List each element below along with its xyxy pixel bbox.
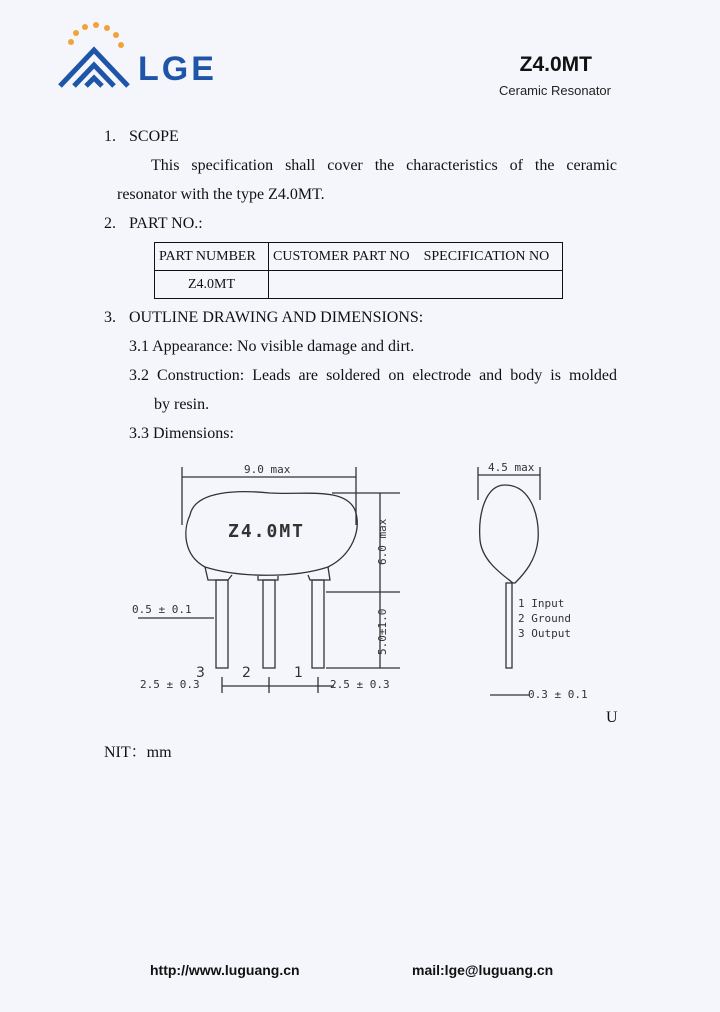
lead-2 [263, 580, 275, 668]
table-header-row [155, 243, 563, 271]
pin-legend-item: 2 Ground [518, 612, 571, 625]
logo-text: LGE [138, 50, 217, 88]
part-number-table [154, 242, 563, 299]
section-3-title: OUTLINE DRAWING AND DIMENSIONS: [129, 309, 424, 326]
footer-email[interactable]: mail:lge@luguang.cn [412, 962, 554, 978]
section-2-title: PART NO.: [129, 215, 203, 232]
height-dimension-label: 6.0 max [376, 518, 389, 565]
section-1-number: 1. [104, 128, 116, 145]
pin-legend-item: 3 Output [518, 627, 571, 640]
unit-note: NIT：mm [104, 744, 172, 761]
lead-3 [216, 580, 228, 668]
side-lead [506, 583, 512, 668]
width-dimension-label: 9.0 max [244, 463, 291, 476]
outline-drawing [120, 455, 620, 715]
pin-number: 1 [294, 665, 303, 681]
page-title: Z4.0MT [519, 53, 592, 76]
section-3-number: 3. [104, 309, 116, 326]
section-1-title: SCOPE [129, 128, 179, 145]
table-header-cell: PART NUMBER [155, 243, 269, 271]
pitch-right-label: 2.5 ± 0.3 [330, 678, 390, 691]
construction-text-line-1: 3.2 Construction: Leads are soldered on electrode and body is molded [129, 367, 617, 384]
table-cell [269, 271, 563, 299]
pitch-left-label: 2.5 ± 0.3 [140, 678, 200, 691]
pin-legend-item: 1 Input [518, 597, 565, 610]
resonator-body-side [480, 485, 539, 583]
section-2-number: 2. [104, 215, 116, 232]
page-subtitle: Ceramic Resonator [499, 83, 611, 98]
table-cell: Z4.0MT [155, 271, 269, 299]
side-lead-label: 0.3 ± 0.1 [528, 688, 588, 701]
lead-length-label: 5.0±1.0 [376, 608, 389, 655]
table-header-cell: SPECIFICATION NO [423, 248, 550, 264]
table-header-cell: CUSTOMER PART NO [273, 248, 410, 264]
lead-1 [312, 580, 324, 668]
lead-width-label: 0.5 ± 0.1 [132, 603, 192, 616]
table-row [155, 271, 563, 299]
side-width-label: 4.5 max [488, 461, 535, 474]
scope-text-line-1: This specification shall cover the characteristics of the ceramic [151, 157, 617, 174]
edge-character: U [606, 709, 618, 726]
pin-number: 3 [196, 665, 205, 681]
construction-text-line-2: by resin. [154, 396, 210, 413]
company-logo-icon [56, 20, 134, 92]
scope-text-line-2: resonator with the type Z4.0MT. [117, 186, 325, 203]
body-marking: Z4.0MT [228, 521, 306, 542]
dimensions-text: 3.3 Dimensions: [129, 425, 234, 442]
table-header-cell [269, 243, 563, 271]
footer-website[interactable]: http://www.luguang.cn [150, 962, 300, 978]
pin-number: 2 [242, 665, 251, 681]
appearance-text: 3.1 Appearance: No visible damage and dirt. [129, 338, 415, 355]
